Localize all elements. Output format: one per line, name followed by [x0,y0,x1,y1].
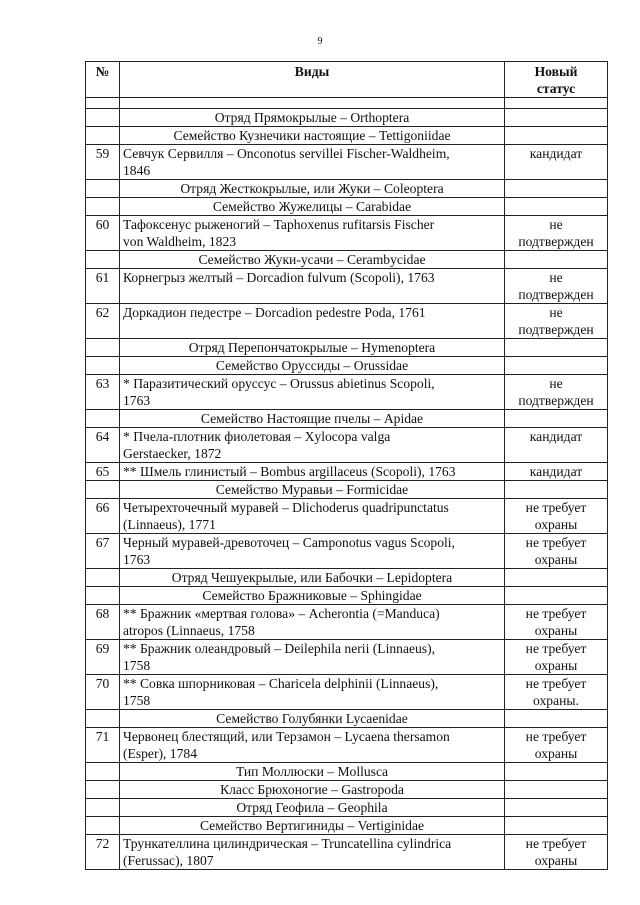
species-status-line1: кандидат [529,464,583,479]
cell-num [86,251,120,269]
species-status [505,269,608,304]
species-status [505,835,608,870]
taxon-group-text: Отряд Прямокрылые – Orthoptera [214,110,410,125]
species-number-text: 64 [95,429,110,444]
species-name-line1: Тафоксенус рыженогий – Taphoxenus rufitarsis Fischer [123,217,435,232]
species-name [120,499,505,534]
table-row-species [86,304,608,339]
header-status-line2: статус [536,81,576,96]
page-number: 9 [317,36,323,47]
taxon-group-text: Семейство Бражниковые – Sphingidae [202,588,422,603]
taxon-group-text: Семейство Оруссиды – Orussidae [215,358,409,373]
cell-num [86,339,120,357]
taxon-group-heading [120,109,505,127]
cell-status [505,180,608,198]
taxon-group-text: Семейство Настоящие пчелы – Apidae [200,411,424,426]
cell-num [86,180,120,198]
species-number [86,216,120,251]
species-name-line1: ** Шмель глинистый – Bombus argillaceus (Scopoli), 1763 [123,464,456,479]
species-name-line1: Четырехточечный муравей – Dlichoderus quadripunctatus [123,500,449,515]
species-status-line1: не [549,305,563,320]
cell-num [86,587,120,605]
species-name [120,728,505,763]
taxon-group-heading [120,710,505,728]
species-number-text: 59 [95,146,110,161]
taxon-group-text: Отряд Жесткокрылые, или Жуки – Coleoptera [180,181,444,196]
table-row-taxon-group [86,569,608,587]
species-status-line1: не требует [525,676,587,691]
species-status-line2: охраны [534,746,578,761]
header-num: № [86,62,120,98]
species-name-line1: Корнегрыз желтый – Dorcadion fulvum (Scopoli), 1763 [123,270,435,285]
species-status-table [85,61,608,870]
species-name-line1: * Паразитический оруссус – Orussus abietinus Scopoli, [123,376,435,391]
species-status-line2: охраны. [533,693,579,708]
species-name-line1: Трункателлина цилиндрическая – Truncatellina cylindrica [123,836,452,851]
cell-status [505,251,608,269]
taxon-group-heading [120,127,505,145]
taxon-group-text: Семейство Муравьи – Formicidae [215,482,409,497]
species-name [120,145,505,180]
table-row-taxon-group [86,763,608,781]
species-status [505,304,608,339]
species-status [505,463,608,481]
species-number [86,534,120,569]
taxon-group-heading [120,357,505,375]
species-status-line1: не [549,270,563,285]
species-status-line1: не [549,217,563,232]
species-name-line2: atropos (Linnaeus, 1758 [123,623,255,638]
table-row-taxon-group [86,180,608,198]
taxon-group-text: Семейство Голубянки Lycaenidae [216,711,408,726]
species-status [505,640,608,675]
table-row-species [86,269,608,304]
species-name-line1: Доркадион педестре – Dorcadion pedestre Poda, 1761 [123,305,426,320]
cell-num [86,763,120,781]
table-row-taxon-group [86,817,608,835]
taxon-group-text: Семейство Жуки-усачи – Cerambycidae [198,252,426,267]
species-status-line2: подтвержден [518,393,594,408]
cell-num [86,127,120,145]
species-number [86,145,120,180]
species-name-line2: (Linnaeus), 1771 [123,517,216,532]
species-status-line2: подтвержден [518,287,594,302]
cell-status [505,481,608,499]
cell-status [505,127,608,145]
species-name-line2: 1758 [123,693,151,708]
species-number-text: 68 [95,606,110,621]
species-number [86,728,120,763]
taxon-group-text: Отряд Геофила – Geophila [236,800,388,815]
species-name [120,304,505,339]
species-name-line2: 1763 [123,552,151,567]
table-row-species [86,605,608,640]
species-number [86,269,120,304]
cell-num [86,198,120,216]
species-number [86,835,120,870]
taxon-group-heading [120,339,505,357]
species-number-text: 65 [95,464,110,479]
species-status-line1: не требует [525,606,587,621]
taxon-group-text: Семейство Вертигиниды – Vertiginidae [199,818,425,833]
species-name [120,216,505,251]
taxon-group-text: Класс Брюхоногие – Gastropoda [220,782,404,797]
species-name-line1: ** Бражник «мертвая голова» – Acherontia (=Manduca) [123,606,440,621]
species-name-line2: 1846 [123,163,151,178]
species-status-line1: не требует [525,729,587,744]
table-row-taxon-group [86,587,608,605]
species-name [120,534,505,569]
species-status-line1: не требует [525,641,587,656]
table-row-taxon-group [86,251,608,269]
table-row-species [86,463,608,481]
species-number [86,463,120,481]
species-name-line2: von Waldheim, 1823 [123,234,237,249]
taxon-group-text: Семейство Кузнечики настоящие – Tettigoniidae [173,128,451,143]
cell-num [86,817,120,835]
species-name [120,375,505,410]
species-number-text: 72 [95,836,110,851]
species-name [120,640,505,675]
cell-status [505,198,608,216]
species-status [505,675,608,710]
cell-status [505,817,608,835]
cell-num [86,569,120,587]
cell-species [120,98,505,109]
species-name-line1: * Пчела-плотник фиолетовая – Xylocopa valga [123,429,391,444]
species-status-line2: охраны [534,623,578,638]
taxon-group-heading [120,569,505,587]
taxon-group-heading [120,198,505,216]
species-number [86,640,120,675]
species-number [86,428,120,463]
species-name-line2: 1758 [123,658,151,673]
species-number-text: 66 [95,500,110,515]
species-status-line2: охраны [534,853,578,868]
species-status-line1: не требует [525,500,587,515]
table-row-taxon-group [86,410,608,428]
cell-status [505,357,608,375]
table-header-row [86,62,608,98]
species-status [505,499,608,534]
header-status-line1: Новый [534,64,578,79]
taxon-group-heading [120,251,505,269]
species-number-text: 61 [95,270,110,285]
cell-num [86,357,120,375]
cell-num [86,98,120,109]
cell-num [86,481,120,499]
header-species: Виды [120,62,505,98]
cell-status [505,799,608,817]
species-number [86,675,120,710]
species-number [86,304,120,339]
table-row-taxon-group [86,481,608,499]
species-status-line2: охраны [534,517,578,532]
table-row-species [86,640,608,675]
species-number-text: 60 [95,217,110,232]
taxon-group-heading [120,763,505,781]
taxon-group-heading [120,817,505,835]
table-row-species [86,145,608,180]
taxon-group-heading [120,781,505,799]
taxon-group-heading [120,799,505,817]
taxon-group-text: Семейство Жужелицы – Carabidae [212,199,412,214]
header-new-status [505,62,608,98]
species-name [120,605,505,640]
table-row-species [86,835,608,870]
taxon-group-heading [120,587,505,605]
species-name [120,269,505,304]
table-row-taxon-group [86,339,608,357]
species-name-line2: Gerstaecker, 1872 [123,446,222,461]
cell-status [505,410,608,428]
species-status-line1: не требует [525,535,587,550]
table-row-species [86,375,608,410]
species-name [120,835,505,870]
species-name-line2: (Ferussac), 1807 [123,853,214,868]
cell-status [505,587,608,605]
species-name-line1: ** Бражник олеандровый – Deilephila nerii (Linnaeus), [123,641,436,656]
table-row-taxon-group [86,781,608,799]
species-status-line1: кандидат [529,146,583,161]
species-name-line1: Севчук Сервилля – Onconotus servillei Fischer-Waldheim, [123,146,450,161]
table-row-blank [86,98,608,109]
species-number-text: 69 [95,641,110,656]
species-status-line2: подтвержден [518,234,594,249]
species-name-line1: Червонец блестящий, или Терзамон – Lycaena thersamon [123,729,450,744]
species-status [505,216,608,251]
species-number [86,605,120,640]
table-row-species [86,534,608,569]
table-row-taxon-group [86,127,608,145]
species-status-line2: подтвержден [518,322,594,337]
table-row-taxon-group [86,109,608,127]
species-name-line2: (Esper), 1784 [123,746,197,761]
species-status [505,534,608,569]
species-status-line2: охраны [534,658,578,673]
species-status-line1: не требует [525,836,587,851]
table-row-species [86,675,608,710]
table-row-species [86,728,608,763]
species-number-text: 70 [95,676,110,691]
cell-status [505,109,608,127]
cell-num [86,781,120,799]
cell-num [86,109,120,127]
taxon-group-text: Отряд Чешуекрылые, или Бабочки – Lepidoptera [171,570,453,585]
taxon-group-text: Отряд Перепончатокрылые – Hymenoptera [188,340,436,355]
table-row-taxon-group [86,799,608,817]
table-body [86,98,608,870]
cell-num [86,410,120,428]
species-name-line1: Черный муравей-древоточец – Camponotus vagus Scopoli, [123,535,455,550]
species-name-line2: 1763 [123,393,151,408]
cell-num [86,710,120,728]
table-row-taxon-group [86,357,608,375]
species-number [86,499,120,534]
species-number-text: 67 [95,535,110,550]
table-row-species [86,428,608,463]
species-status [505,375,608,410]
taxon-group-heading [120,481,505,499]
species-name [120,428,505,463]
species-number-text: 71 [95,729,110,744]
species-status-line1: кандидат [529,429,583,444]
species-number-text: 63 [95,376,110,391]
cell-status [505,710,608,728]
species-status [505,428,608,463]
table-row-species [86,216,608,251]
taxon-group-heading [120,180,505,198]
species-name [120,675,505,710]
taxon-group-heading [120,410,505,428]
table-row-species [86,499,608,534]
cell-status [505,339,608,357]
species-name [120,463,505,481]
species-status-line2: охраны [534,552,578,567]
cell-status [505,781,608,799]
species-number [86,375,120,410]
species-status [505,605,608,640]
species-status [505,728,608,763]
table-row-taxon-group [86,198,608,216]
cell-status [505,569,608,587]
species-number-text: 62 [95,305,110,320]
species-status-line1: не [549,376,563,391]
taxon-group-text: Тип Моллюски – Mollusca [235,764,389,779]
cell-status [505,98,608,109]
table-row-taxon-group [86,710,608,728]
cell-num [86,799,120,817]
cell-status [505,763,608,781]
species-status [505,145,608,180]
species-name-line1: ** Совка шпорниковая – Charicela delphinii (Linnaeus), [123,676,439,691]
